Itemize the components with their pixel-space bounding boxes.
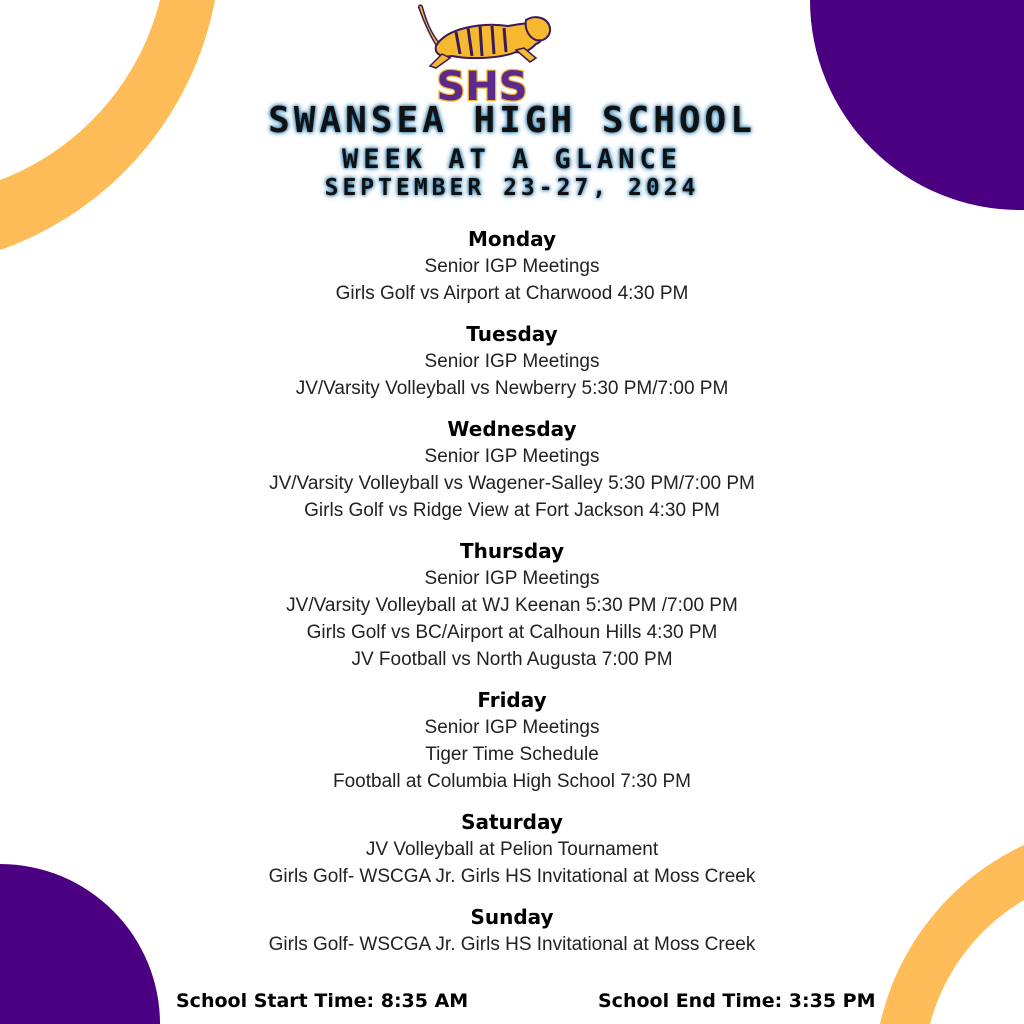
day-name: Saturday <box>461 810 563 834</box>
event: Football at Columbia High School 7:30 PM <box>332 771 692 792</box>
day-friday <box>0 686 1024 795</box>
date-range: SEPTEMBER 23-27, 2024 <box>324 175 700 201</box>
school-start-time: School Start Time: 8:35 AM <box>176 990 469 1012</box>
event: Girls Golf- WSCGA Jr. Girls HS Invitational at Moss Creek <box>268 934 756 955</box>
event: Senior IGP Meetings <box>424 717 600 738</box>
week-at-a-glance-title: WEEK AT A GLANCE <box>341 144 683 175</box>
event: Tiger Time Schedule <box>425 744 599 765</box>
day-saturday <box>0 808 1024 890</box>
weekly-schedule <box>0 225 1024 971</box>
day-name: Wednesday <box>447 417 577 441</box>
event: JV/Varsity Volleyball vs Newberry 5:30 PM/7:00 PM <box>295 378 729 399</box>
day-name: Thursday <box>459 539 565 563</box>
event: Senior IGP Meetings <box>424 568 600 589</box>
event: Girls Golf vs Ridge View at Fort Jackson 4:30 PM <box>304 500 720 521</box>
logo-text: SHS <box>436 64 528 104</box>
day-name: Monday <box>467 227 557 251</box>
event: JV/Varsity Volleyball at WJ Keenan 5:30 PM /7:00 PM <box>286 595 738 616</box>
event: JV Volleyball at Pelion Tournament <box>365 839 659 860</box>
day-name: Tuesday <box>466 322 558 346</box>
school-title: SWANSEA HIGH SCHOOL <box>268 100 756 141</box>
day-tuesday <box>0 320 1024 402</box>
day-name: Friday <box>477 688 547 712</box>
day-thursday <box>0 537 1024 673</box>
day-sunday <box>0 903 1024 958</box>
day-name: Sunday <box>470 905 554 929</box>
event: Senior IGP Meetings <box>424 256 600 277</box>
tiger-icon <box>419 5 550 68</box>
event: Girls Golf vs Airport at Charwood 4:30 PM <box>335 283 689 304</box>
school-end-time: School End Time: 3:35 PM <box>598 990 876 1012</box>
school-logo <box>412 2 552 104</box>
event: JV/Varsity Volleyball vs Wagener-Salley 5:30 PM/7:00 PM <box>269 473 755 494</box>
day-monday <box>0 225 1024 307</box>
event: Senior IGP Meetings <box>424 351 600 372</box>
event: Girls Golf vs BC/Airport at Calhoun Hills 4:30 PM <box>306 622 718 643</box>
event: JV Football vs North Augusta 7:00 PM <box>351 649 673 670</box>
event: Girls Golf- WSCGA Jr. Girls HS Invitational at Moss Creek <box>268 866 756 887</box>
event: Senior IGP Meetings <box>424 446 600 467</box>
day-wednesday <box>0 415 1024 524</box>
